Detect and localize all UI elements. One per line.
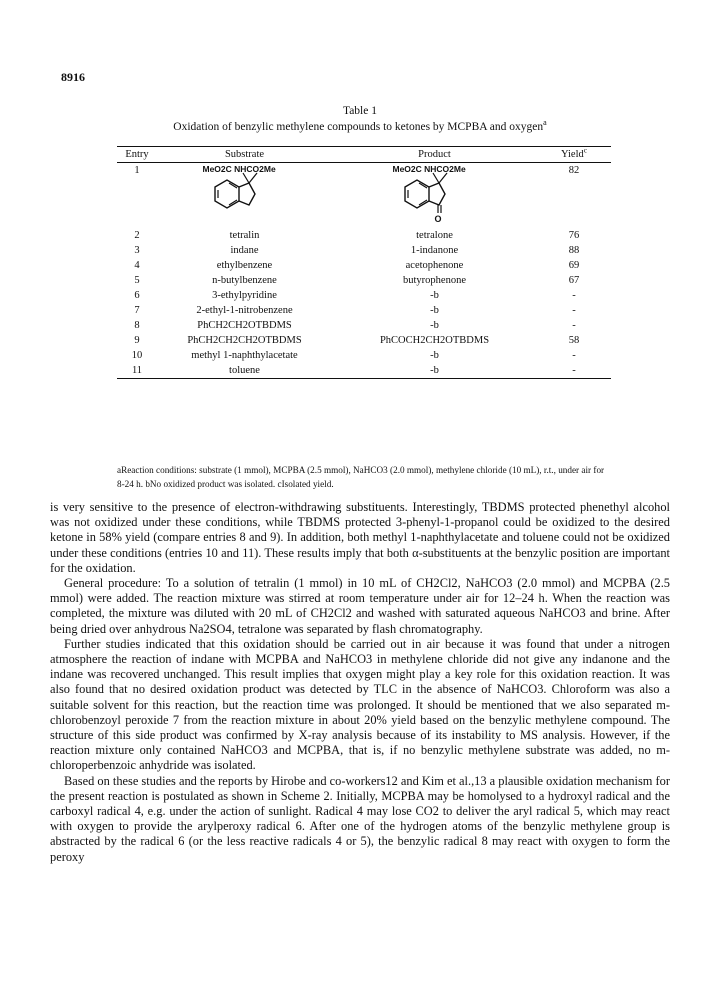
yield-cell: 76 xyxy=(568,230,580,241)
header-yield-mark: c xyxy=(583,145,587,155)
yield-cell: 67 xyxy=(568,275,580,286)
yield-cell: - xyxy=(572,350,576,361)
product-cell: -b xyxy=(430,290,439,301)
paragraph-4: Based on these studies and the reports by Hirobe and co-workers12 and Kim et al.,13 a plausible oxidation mechanism for the present reaction is postulated as shown in Scheme 2. Initially, MCPBA may be homolysed to a hydroxyl radical and the carboxyl radical 4, e.g. under the action of sunlight. Radical 4 may lose CO2 to deliver the aryl radical 5, which may react with oxygen to provide the arylperoxy radical 6. After one of the hydrogen atoms of the benzylic methylene group is abstracted by the radical 6 (or the less reactive radicals 4 or 5), the benzylic radical 8 may react with oxygen to form the peroxy xyxy=(50,773,670,864)
product-cell: tetralone xyxy=(416,230,453,241)
table-row xyxy=(117,348,611,363)
substrate-cell: 3-ethylpyridine xyxy=(212,290,277,301)
entry-cell: 9 xyxy=(134,335,140,346)
page-number: 8916 xyxy=(61,70,85,84)
product-structure-cell xyxy=(332,163,537,228)
entry-cell: 7 xyxy=(134,305,140,316)
yield-cell: 69 xyxy=(568,260,580,271)
entry-cell: 3 xyxy=(134,245,140,256)
product-cell: -b xyxy=(430,305,439,316)
product-structure xyxy=(375,163,495,223)
header-substrate: Substrate xyxy=(224,149,265,160)
header-entry: Entry xyxy=(125,149,149,160)
yield-cell: 82 xyxy=(568,165,580,176)
table-row xyxy=(117,273,611,288)
entry-cell: 6 xyxy=(134,290,140,301)
results-table xyxy=(117,146,611,379)
substrate-cell: PhCH2CH2CH2OTBDMS xyxy=(187,335,302,346)
yield-cell: 88 xyxy=(568,245,580,256)
table-row xyxy=(117,333,611,348)
product-cell: butyrophenone xyxy=(403,275,466,286)
product-cell: 1-indanone xyxy=(410,245,459,256)
header-product: Product xyxy=(418,149,451,160)
entry-cell: 11 xyxy=(131,365,143,376)
table-caption-mark: a xyxy=(543,118,547,128)
paragraph-3: Further studies indicated that this oxidation should be carried out in air because it was found that under a nitrogen atmosphere the reaction of indane with MCPBA and NaHCO3 in methylene chloride did not give any indanone and the indane was recovered unchanged. This result implies that oxygen might play a key role for this oxidation reaction. It was also found that no desired oxidation product was detected by TLC in the absence of NaHCO3. Chloroform was also a suitable solvent for this reaction, but the reaction time was prolonged. It should be mentioned that we also separated m-chlorobenzoyl peroxide 7 from the reaction mixture in about 20% yield based on the benzylic methylene compound. The structure of this side product was confirmed by X-ray analysis because of its instability to MS analysis. However, if the reaction mixture only contained NaHCO3 and MCPBA, that is, if no benzylic methylene substrate was added, no m-chloroperbenzoic anhydride was isolated. xyxy=(50,636,670,773)
product-cell: -b xyxy=(430,350,439,361)
table-row xyxy=(117,228,611,243)
table-row xyxy=(117,303,611,318)
substrate-cell: n-butylbenzene xyxy=(212,275,277,286)
yield-cell: - xyxy=(572,290,576,301)
paragraph-2: General procedure: To a solution of tetralin (1 mmol) in 10 mL of CH2Cl2, NaHCO3 (2.0 mmol) and MCPBA (2.5 mmol) were added. The reaction mixture was stirred at room temperature under air for 12–24 h. When the reaction was completed, the mixture was diluted with 20 mL of CH2Cl2 and washed with saturated aqueous NaHCO3 and brine. After being dried over anhydrous Na2SO4, tetralone was separated by flash chromatography. xyxy=(50,576,670,636)
product-cell: -b xyxy=(430,320,439,331)
yield-cell: - xyxy=(572,305,576,316)
table-bottom-rule xyxy=(117,378,611,379)
table-row-structure xyxy=(117,163,611,228)
table-row xyxy=(117,288,611,303)
entry-cell: 8 xyxy=(134,320,140,331)
body-text xyxy=(50,500,670,865)
substrate-structure-label: MeO2C NHCO2Me xyxy=(202,164,276,174)
yield-cell: - xyxy=(572,320,576,331)
yield-cell: - xyxy=(572,365,576,376)
product-cell: PhCOCH2CH2OTBDMS xyxy=(379,335,490,346)
header-yield-text: Yield xyxy=(560,149,584,160)
product-structure-label: MeO2C NHCO2Me xyxy=(392,164,466,174)
table-body xyxy=(117,228,611,378)
substrate-cell: ethylbenzene xyxy=(216,260,273,271)
table-row xyxy=(117,318,611,333)
header-yield xyxy=(537,147,611,162)
entry-cell: 5 xyxy=(134,275,140,286)
table-caption-text: Oxidation of benzylic methylene compounds to ketones by MCPBA and oxygen xyxy=(173,121,544,133)
entry-cell: 2 xyxy=(134,230,140,241)
substrate-cell: toluene xyxy=(229,365,260,376)
substrate-cell: indane xyxy=(230,245,259,256)
substrate-cell: PhCH2CH2OTBDMS xyxy=(197,320,292,331)
table-row xyxy=(117,243,611,258)
entry-cell: 4 xyxy=(134,260,140,271)
table-label: Table 1 xyxy=(342,105,377,117)
table-row xyxy=(117,363,611,378)
table-footnotes: aReaction conditions: substrate (1 mmol), MCPBA (2.5 mmol), NaHCO3 (2.0 mmol), methylene chloride (10 mL), r.t., under air for 8-24 h. bNo oxidized product was isolated. cIsolated yield. xyxy=(117,465,605,489)
table-caption xyxy=(0,118,720,133)
entry-cell: 10 xyxy=(131,350,143,361)
table-header-row xyxy=(117,147,611,162)
substrate-structure xyxy=(185,163,305,223)
substrate-cell: 2-ethyl-1-nitrobenzene xyxy=(196,305,293,316)
product-cell: acetophenone xyxy=(405,260,464,271)
substrate-cell: methyl 1-naphthylacetate xyxy=(191,350,298,361)
table-row xyxy=(117,258,611,273)
paragraph-1: is very sensitive to the presence of electron-withdrawing substituents. Interestingly, TBDMS protected phenethyl alcohol was not oxidized under these conditions, while TBDMS protected 3-phenyl-1-propanol could be oxidized to the desired ketone in 58% yield (compare entries 8 and 9). In addition, both methyl 1-naphthylacetate and toluene could not be oxidized under these conditions (entries 10 and 11). These results imply that both α-substituents at the benzylic position are important for the oxidation. xyxy=(50,500,670,575)
product-carbonyl-atom: O xyxy=(434,214,442,224)
yield-cell: 58 xyxy=(568,335,580,346)
entry-cell: 1 xyxy=(134,165,140,176)
substrate-cell: tetralin xyxy=(229,230,260,241)
substrate-structure-cell xyxy=(157,163,332,228)
product-cell: -b xyxy=(430,365,439,376)
